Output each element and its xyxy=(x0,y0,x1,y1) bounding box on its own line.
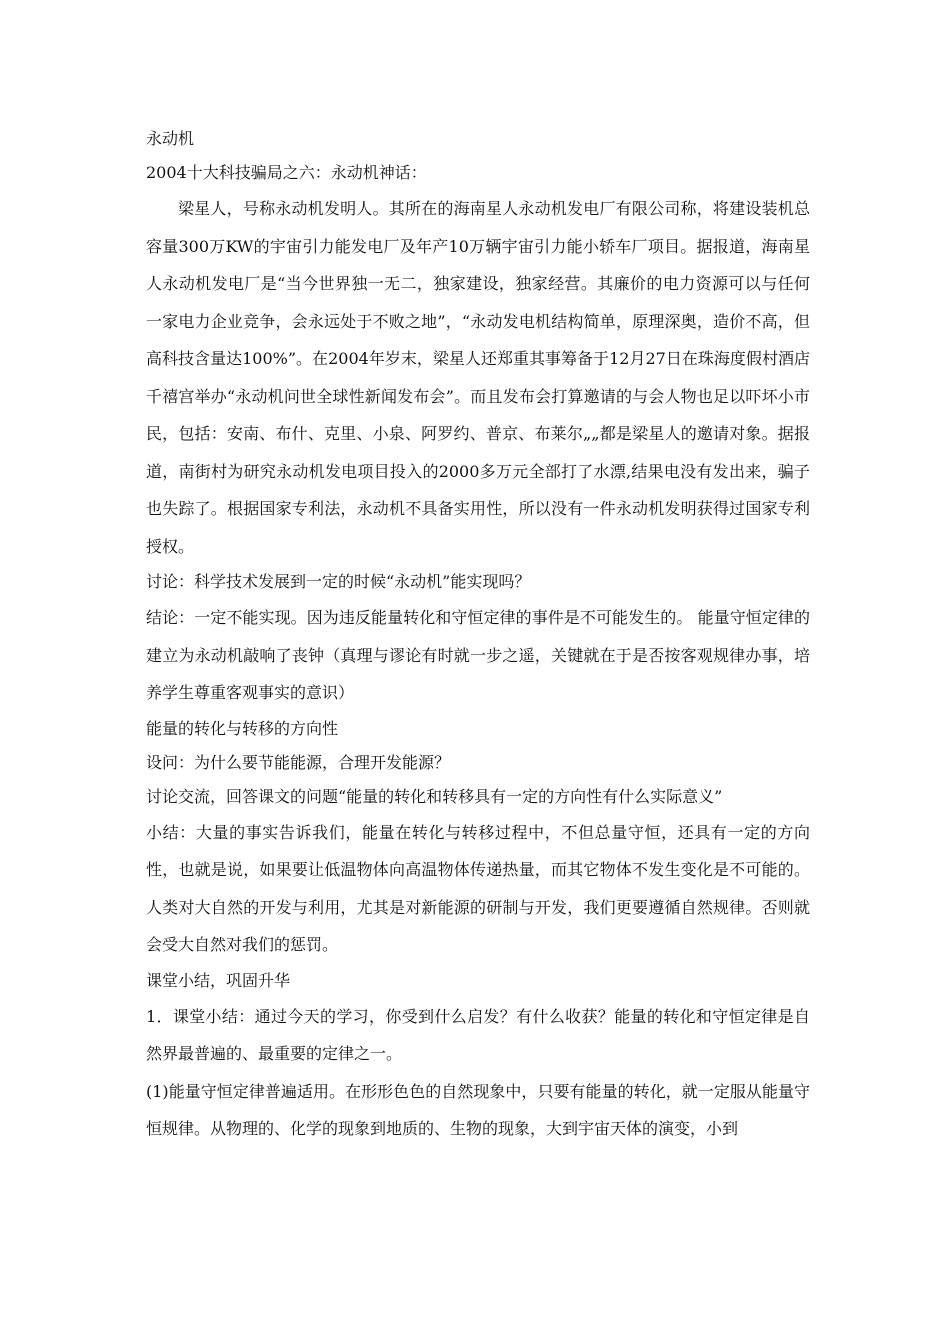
document-title: 永动机 xyxy=(146,129,195,148)
summary-paragraph: 小结：大量的事实告诉我们，能量在转化与转移过程中，不但总量守恒，还具有一定的方向性，也就是说，如果要让低温物体向高温物体传递热量，而其它物体不发生变化是不可能的。人类对大自然的开发与利用，尤其是对新能源的研制与开发，我们更要遵循自然规律。否则就会受大自然对我们的惩罚。 xyxy=(146,822,810,954)
point-1-sub-paragraph: (1)能量守恒定律普遍适用。在形形色色的自然现象中，只要有能量的转化，就一定服从能量守恒规律。从物理的、化学的现象到地质的、生物的现象，大到宇宙天体的演变，小到 xyxy=(146,1081,810,1138)
question-line: 设问：为什么要节能能源，合理开发能源？ xyxy=(146,752,451,772)
story-paragraph: 梁星人，号称永动机发明人。其所在的海南星人永动机发电厂有限公司称，将建设装机总容量300万KW的宇宙引力能发电厂及年产10万辆宇宙引力能小轿车厂项目。据报道，海南星人永动机发电厂是“当今世界独一无二，独家建设，独家经营。其廉价的电力资源可以与任何一家电力企业竞争，会永远处于不败之地”，“永动发电机结构简单，原理深奥，造价不高，但高科技含量达100%”。在2004年岁末，梁星人还郑重其事筹备于12月27日在珠海度假村酒店千禧宫举办“永动机问世全球性新闻发布会”。而且发布会打算邀请的与会人物也足以吓坏小市民，包括：安南、布什、克里、小泉、阿罗约、普京、布莱尔„„都是梁星人的邀请对象。据报道，南街村为研究永动机发电项目投入的2000多万元全部打了水漂,结果电没有发出来，骗子也失踪了。根据国家专利法，永动机不具备实用性，所以没有一件永动机发明获得过国家专利授权。 xyxy=(146,199,810,556)
exchange-line: 讨论交流，回答课文的问题“能量的转化和转移具有一定的方向性有什么实际意义” xyxy=(146,786,723,806)
section-heading-review: 课堂小结，巩固升华 xyxy=(146,970,291,990)
section-heading-direction: 能量的转化与转移的方向性 xyxy=(146,718,339,738)
conclusion-paragraph: 结论：一定不能实现。因为违反能量转化和守恒定律的事件是不可能发生的。 能量守恒定律的建立为永动机敲响了丧钟（真理与谬论有时就一步之遥，关键就在于是否按客观规律办事，培养学生尊重客观事实的意识） xyxy=(146,608,810,702)
document-subtitle: 2004十大科技骗局之六：永动机神话： xyxy=(146,163,427,182)
discussion-line: 讨论：科学技术发展到一定的时候“永动机”能实现吗？ xyxy=(146,572,531,591)
document-page xyxy=(146,122,810,1148)
point-1-paragraph: 1．课堂小结：通过今天的学习，你受到什么启发？有什么收获？能量的转化和守恒定律是自然界最普遍的、最重要的定律之一。 xyxy=(146,1006,810,1063)
